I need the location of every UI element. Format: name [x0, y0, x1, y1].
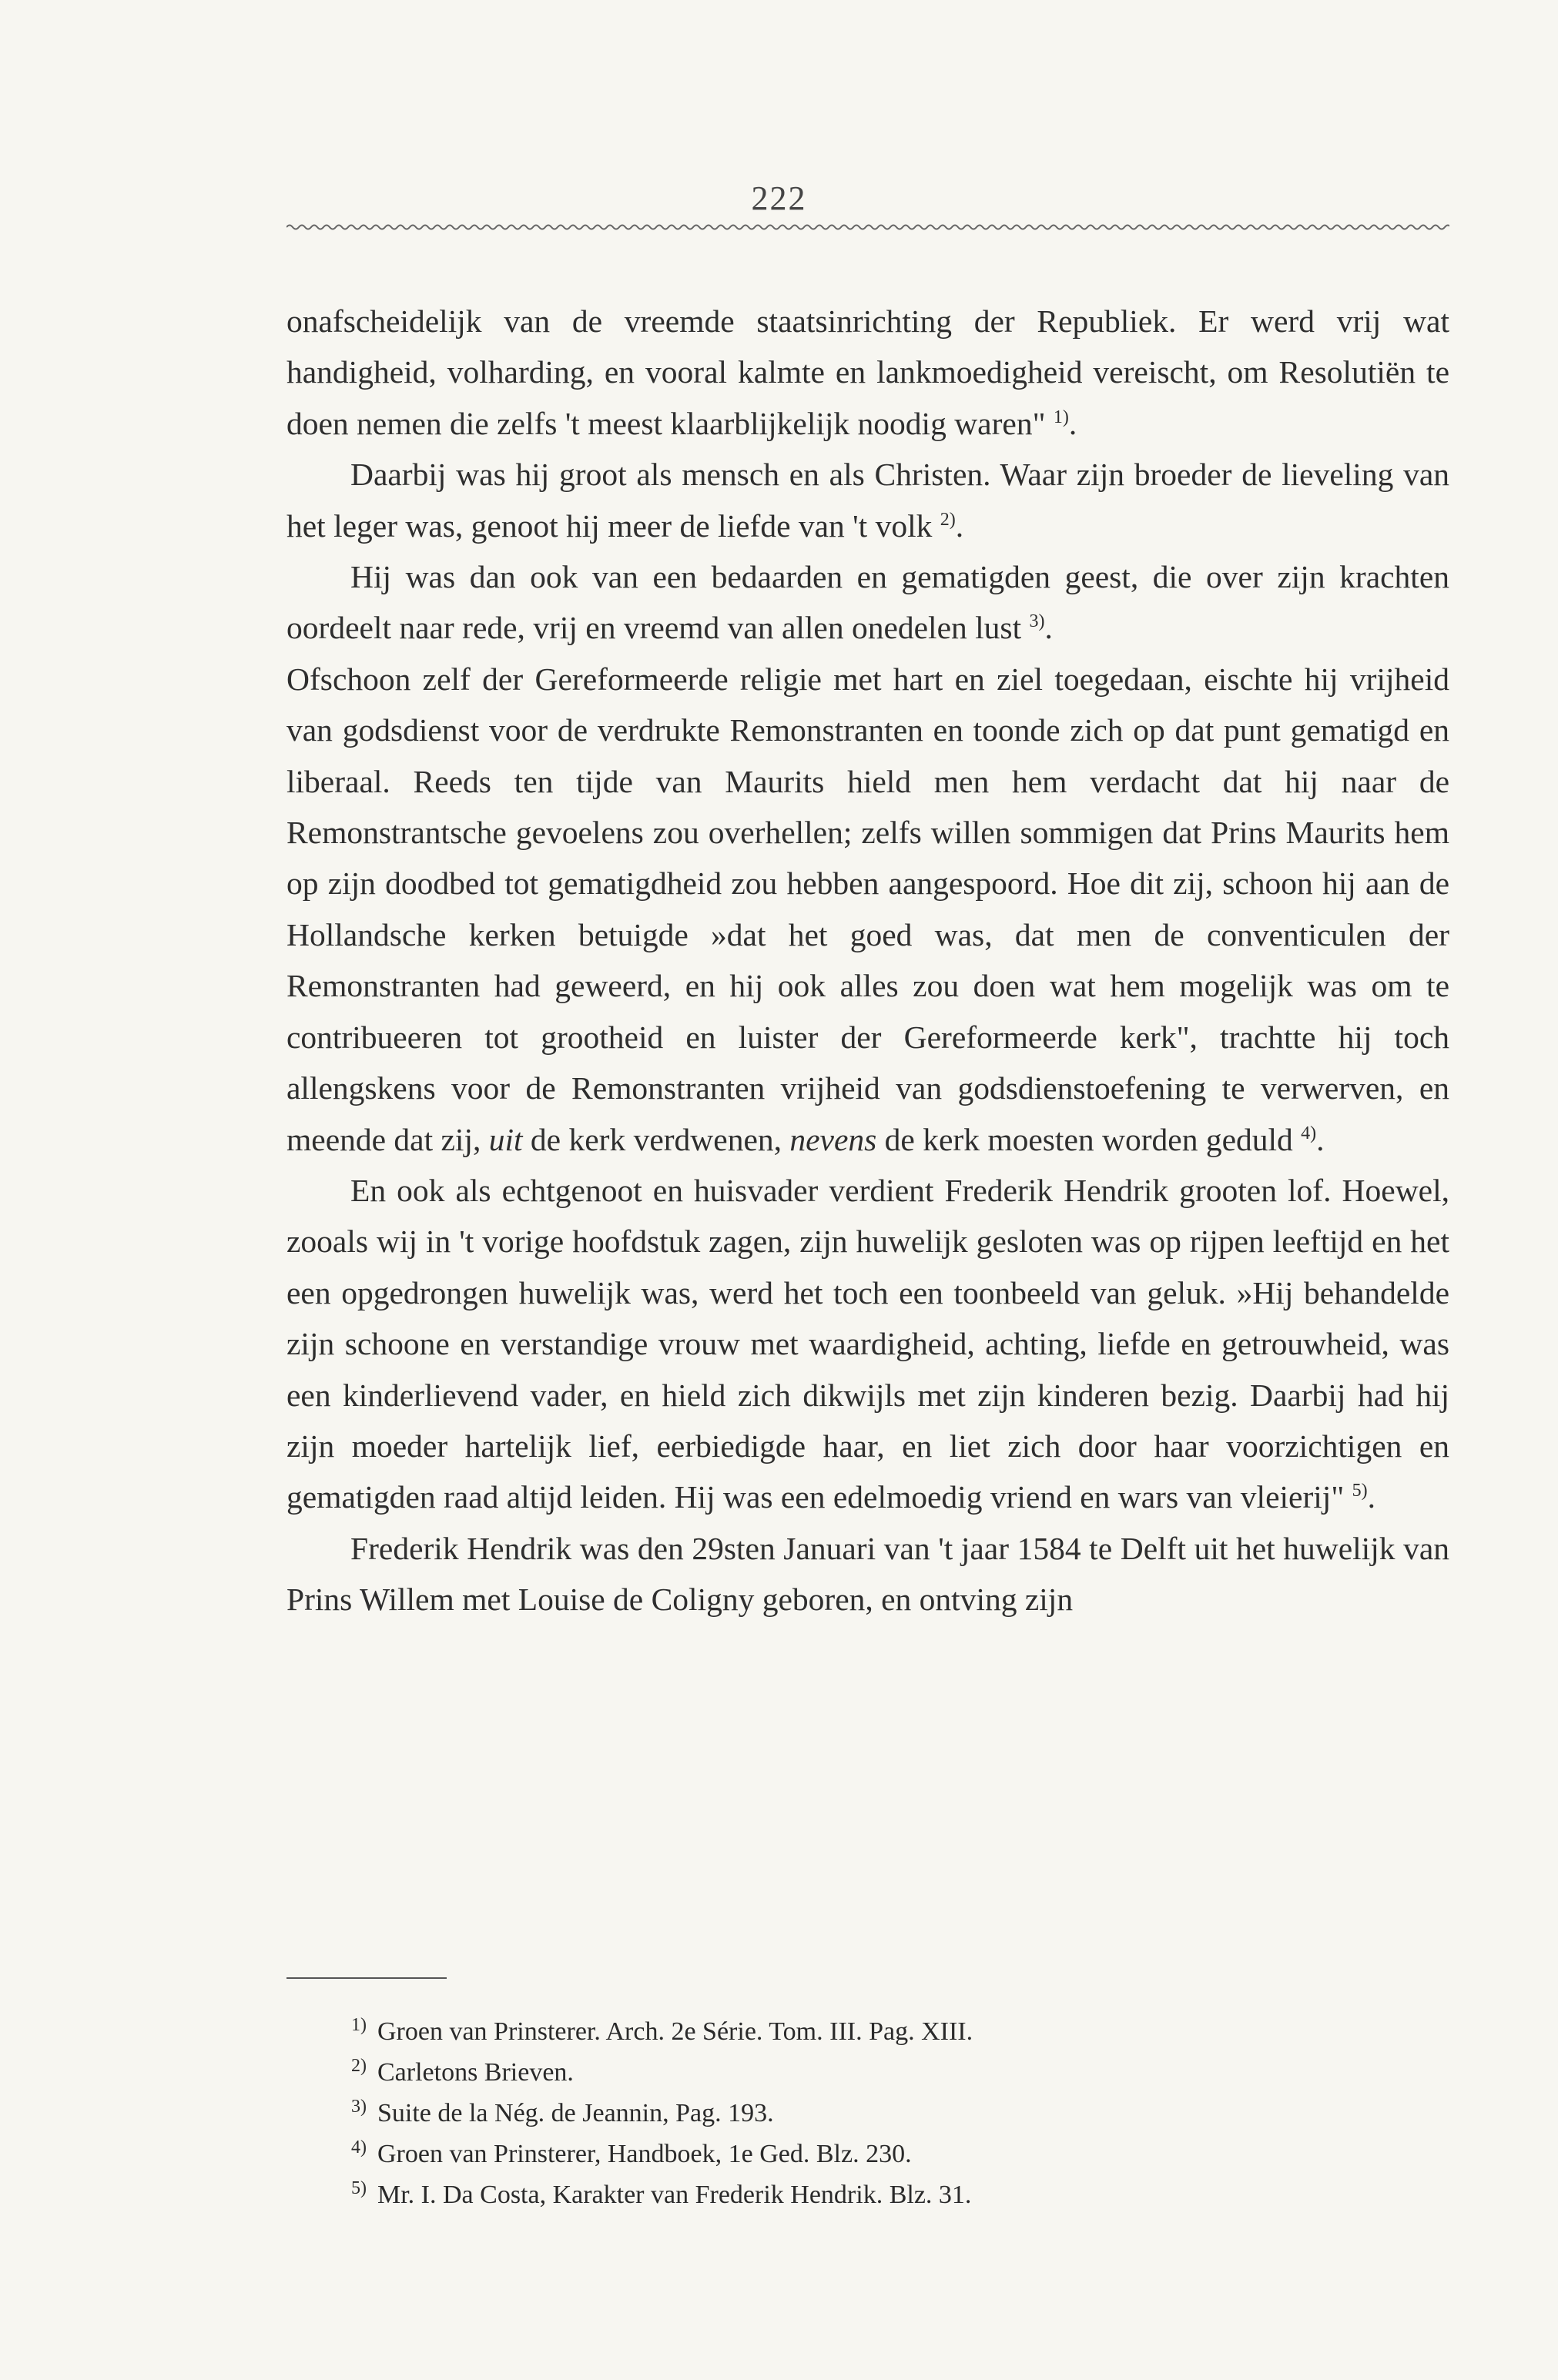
paragraph-4: Ofschoon zelf der Gereformeerde religie met hart en ziel toegedaan, eischte hij vrijheid van godsdienst voor de verdrukte Remonstranten en toonde zich op dat punt gematigd en liberaal. Reeds ten tijde van Maurits hield men hem verdacht dat hij naar de Remonstrantsche gevoelens zou overhellen; zelfs willen sommigen dat Prins Maurits hem op zijn doodbed tot gematigdheid zou hebben aangespoord. Hoe dit zij, schoon hij aan de Hollandsche kerken betuigde »dat het goed was, dat men de conventiculen der Remonstranten had geweerd, en hij ook alles zou doen wat hem mogelijk was om te contribueeren tot grootheid en luister der Gereformeerde kerk", trachtte hij toch allengskens voor de Remonstranten vrijheid van godsdienstoefening te verwerven, en meende dat zij, uit de kerk verdwenen, nevens de kerk moesten worden geduld $^{4)}$.: [286, 661, 1449, 1157]
footnote-ref-1: 1): [1053, 407, 1069, 427]
emphasis-nevens: nevens: [789, 1121, 877, 1157]
page-number: 222: [751, 179, 807, 217]
emphasis-uit: uit: [488, 1121, 523, 1157]
footnote-3: $^{3)}$ Suite de la Nég. de Jeannin, Pag. 193.: [351, 2096, 774, 2127]
paragraph-1: onafscheidelijk van de vreemde staatsinrichting der Republiek. Er werd vrij wat handigheid, volharding, en vooral kalmte en lankmoedigheid vereischt, om Resolutiën te doen nemen die zelfs 't meest klaarblijkelijk noodig waren" $^{1)}$.: [286, 303, 1449, 441]
paragraph-2: Daarbij was hij groot als mensch en als Christen. Waar zijn broeder de lieveling van het leger was, genoot hij meer de liefde van 't volk $^{2)}$.: [286, 457, 1449, 544]
footnote-1: $^{1)}$ Groen van Prinsterer. Arch. 2e Série. Tom. III. Pag. XIII.: [351, 2014, 973, 2046]
wavy-rule-divider: [286, 222, 1449, 233]
footnotes: [351, 2011, 1352, 2215]
paragraph-5: En ook als echtgenoot en huisvader verdient Frederik Hendrik grooten lof. Hoewel, zooals wij in 't vorige hoofdstuk zagen, zijn huwelijk gesloten was op rijpen leeftijd en het een opgedrongen huwelijk was, werd het toch een toonbeeld van geluk. »Hij behandelde zijn schoone en verstandige vrouw met waardigheid, achting, liefde en getrouwheid, was een kinderlievend vader, en hield zich dikwijls met zijn kinderen bezig. Daarbij had hij zijn moeder hartelijk lief, eerbiedigde haar, en liet zich door haar voorzichtigen en gematigden raad altijd leiden. Hij was een edelmoedig vriend en wars van vleierij" $^{5)}$.: [286, 1172, 1449, 1515]
body-text: [286, 296, 1449, 1625]
footnote-5: $^{5)}$ Mr. I. Da Costa, Karakter van Frederik Hendrik. Blz. 31.: [351, 2177, 972, 2209]
footnote-ref-4: 4): [1301, 1123, 1317, 1143]
footnote-ref-2: 2): [940, 509, 956, 530]
footnote-rule: [286, 1977, 447, 1979]
footnote-4: $^{4)}$ Groen van Prinsterer, Handboek, 1e Ged. Blz. 230.: [351, 2137, 912, 2168]
footnote-2: $^{2)}$ Carletons Brieven.: [351, 2055, 574, 2087]
footnote-ref-3: 3): [1029, 611, 1045, 632]
footnote-ref-5: 5): [1352, 1481, 1368, 1501]
paragraph-6: Frederik Hendrik was den 29sten Januari van 't jaar 1584 te Delft uit het huwelijk van Prins Willem met Louise de Coligny geboren, en ontving zijn: [286, 1530, 1449, 1618]
paragraph-3: Hij was dan ook van een bedaarden en gematigden geest, die over zijn krachten oordeelt naar rede, vrij en vreemd van allen onedelen lust $^{3)}$.: [286, 559, 1449, 646]
